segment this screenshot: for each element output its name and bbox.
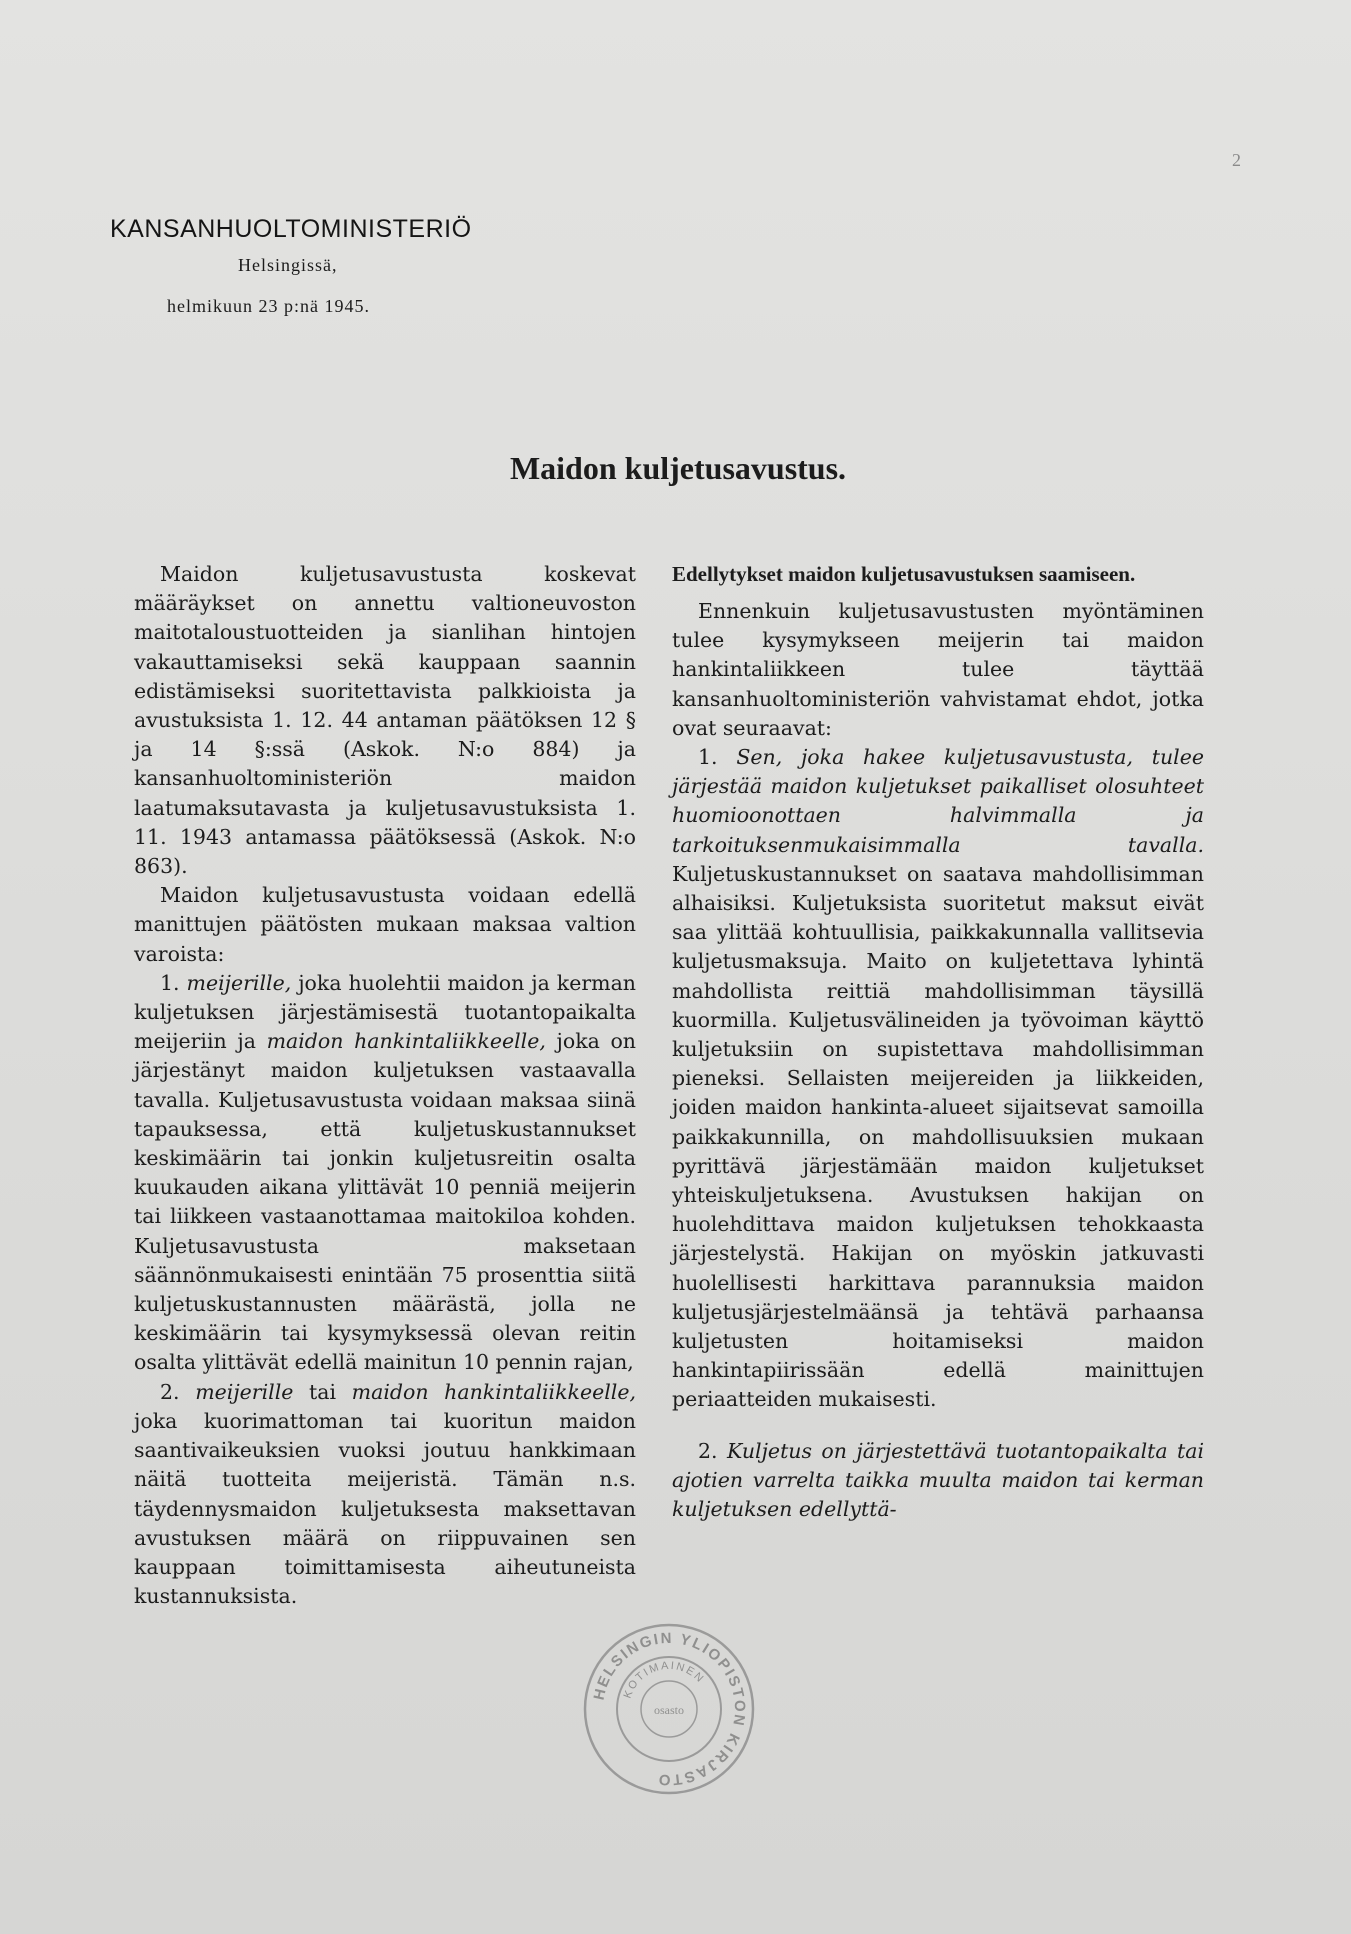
- conditions-intro: Ennenkuin kuljetusavustusten myöntäminen tulee kysymykseen meijerin tai maidon hankintaliikkeen tulee täyttää kansanhuoltoministeriön vahvistamat ehdot, jotka ovat seuraavat:: [672, 599, 1204, 740]
- left-column: [134, 560, 636, 1611]
- svg-text:KOTIMAINEN: [622, 1660, 707, 1700]
- intro-paragraph: Maidon kuljetusavustusta koskevat määräykset on annettu valtioneuvoston maitotaloustuotteiden ja sianlihan hintojen vakauttamiseksi sekä kauppaan saannin edistämiseksi suoritettavista palkkioista ja avustuksista 1. 12. 44 antaman päätöksen 12 § ja 14 §:ssä (Askok. N:o 884) ja kansanhuoltoministeriön maidon laatumaksutavasta ja kuljetusavustuksista 1. 11. 1943 antamassa päätöksessä (Askok. N:o 863).: [134, 562, 636, 879]
- left-item-1-number: 1.: [160, 970, 187, 995]
- left-item-1-text-1: joka huolehtii maidon ja kerman kuljetuksen järjestämisestä tuotantopaikalta meijeriin ja: [134, 970, 636, 1054]
- stamp-outer-text: HELSINGIN YLIOPISTON KIRJASTO: [590, 1629, 749, 1789]
- date-line: helmikuun 23 p:nä 1945.: [167, 296, 370, 316]
- left-item-2-italic-2: maidon hankintaliikkeelle,: [351, 1379, 636, 1404]
- place-line: Helsingissä,: [238, 255, 338, 275]
- left-item-2-italic-1: meijerille: [195, 1379, 294, 1404]
- right-item-1-italic: Sen, joka hakee kuljetusavustusta, tulee järjestää maidon kuljetukset paikalliset olosuhteet huomioonottaen halvimmalla ja tarkoituksenmukaisimmalla tavalla.: [672, 745, 1204, 857]
- left-item-2-text-2: joka kuorimattoman tai kuoritun maidon saantivaikeuksien vuoksi joutuu hankkimaan näitä tuotteita meijeristä. Tämän n.s. täydennysmaidon kuljetuksesta maksettavan avustuksen määrä on riippuvainen sen kauppaan toimittamisesta aiheutuneista kustannuksista.: [134, 1408, 636, 1609]
- left-item-1: [134, 969, 636, 1378]
- ministry-heading: KANSANHUOLTOMINISTERIÖ: [110, 215, 472, 243]
- left-item-2-number: 2.: [160, 1379, 196, 1404]
- stamp-center-text: osasto: [654, 1703, 684, 1717]
- left-item-1-italic-2: maidon hankintaliikkeelle,: [266, 1029, 546, 1054]
- stamp-inner-text: KOTIMAINEN: [621, 1659, 707, 1701]
- payment-paragraph: Maidon kuljetusavustusta voidaan edellä manittujen päätösten mukaan maksaa valtion varoista:: [134, 883, 636, 966]
- left-item-2: [134, 1378, 636, 1612]
- right-item-2-number: 2.: [698, 1438, 727, 1463]
- left-item-2-text-1: tai: [293, 1379, 352, 1404]
- left-item-1-italic-1: meijerille,: [186, 970, 292, 995]
- right-column: [672, 560, 1204, 1524]
- right-item-1-number: 1.: [698, 745, 737, 770]
- document-title: Maidon kuljetusavustus.: [509, 450, 847, 486]
- library-stamp: [582, 1622, 756, 1796]
- right-item-1-text: Kuljetuskustannukset on saatava mahdollisimman alhaisiksi. Kuljetuksista suoritetut maksut eivät saa ylittää kohtuullisia, paikkakunnalla vallitsevia kuljetusmaksuja. Maito on kuljetettava lyhintä mahdollista reittiä mahdollisimman täysillä kuormilla. Kuljetusvälineiden ja työvoiman käyttö kuljetuksiin on supistettava mahdollisimman pieneksi. Sellaisten meijereiden ja liikkeiden, joiden maidon hankinta-alueet sijaitsevat samoilla paikkakunnilla, on mahdollisuuksien mukaan pyrittävä järjestämään maidon kuljetukset yhteiskuljetuksena. Avustuksen hakijan on huolehdittava maidon kuljetuksen tehokkaasta järjestelystä. Hakijan on myöskin jatkuvasti huolellisesti harkittava parannuksia maidon kuljetusjärjestelmäänsä ja tehtävä parhaansa kuljetusten hoitamiseksi maidon hankintapiirissään edellä mainittujen periaatteiden mukaisesti.: [672, 861, 1204, 1412]
- right-item-2: [672, 1437, 1204, 1525]
- page-number: 2: [1232, 150, 1241, 170]
- conditions-heading: Edellytykset maidon kuljetusavustuksen saamiseen.: [672, 562, 1136, 586]
- right-item-2-italic: Kuljetus on järjestettävä tuotantopaikalta tai ajotien varrelta taikka muulta maidon tai kerman kuljetuksen edellyttä-: [672, 1438, 1204, 1522]
- right-item-1: [672, 743, 1204, 1415]
- left-item-1-text-2: joka on järjestänyt maidon kuljetuksen vastaavalla tavalla. Kuljetusavustusta voidaan maksaa siinä tapauksessa, että kuljetuskustannukset keskimäärin tai jonkin kuljetusreitin osalta kuukauden aikana ylittävät 10 penniä meijerin tai liikkeen vastaanottamaa maitokiloa kohden. Kuljetusavustusta maksetaan säännönmukaisesti enintään 75 prosenttia siitä kuljetuskustannusten määrästä, jolla ne keskimäärin tai kysymyksessä olevan reitin osalta ylittävät edellä mainitun 10 pennin rajan,: [134, 1029, 637, 1375]
